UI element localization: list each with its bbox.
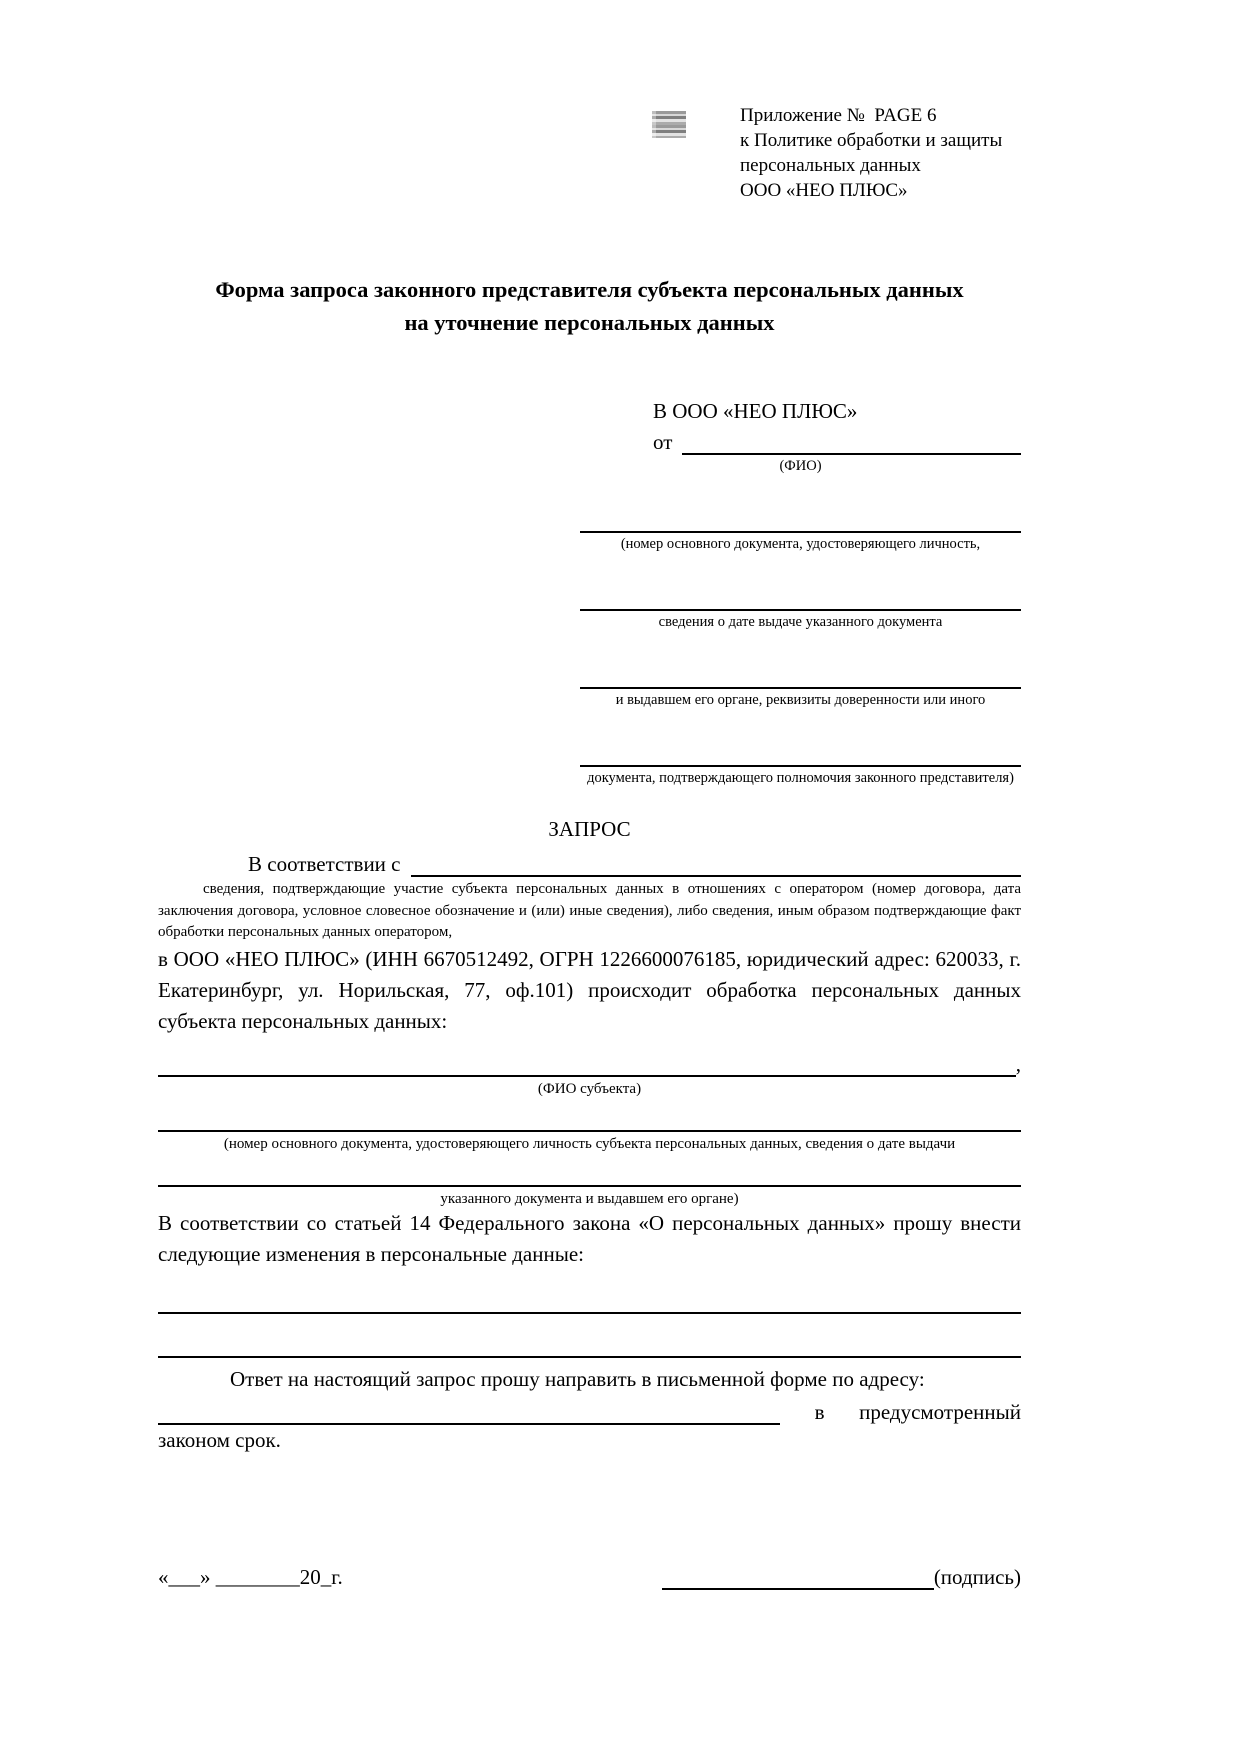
- policy-line-1: к Политике обработки и защиты: [740, 130, 1003, 151]
- signature-caption: (подпись): [933, 1564, 1021, 1589]
- issuing-authority-field[interactable]: [580, 657, 1021, 689]
- embedded-object-icon: [652, 111, 686, 138]
- response-tail: законом срок.: [158, 1427, 281, 1452]
- policy-line-2: персональных данных: [740, 155, 921, 176]
- authority-confirmation-field[interactable]: [580, 735, 1021, 767]
- article14-paragraph: В соответствии со статьей 14 Федерального закона «О персональных данных» прошу внести следующие изменения в персональные данные:: [158, 1210, 1021, 1266]
- operator-paragraph: в ООО «НЕО ПЛЮС» (ИНН 6670512492, ОГРН 1226600076185, юридический адрес: 620033, г. Екатеринбург, ул. Норильская, 77, оф.101) происходит обработка персональных данных субъекта персональных данных:: [158, 946, 1021, 1033]
- response-in: в: [814, 1399, 825, 1424]
- subject-fio-caption: (ФИО субъекта): [537, 1080, 642, 1097]
- addressee-block: [580, 399, 1021, 787]
- document-caption-2: сведения о дате выдаче указанного документа: [658, 614, 943, 630]
- from-label: от: [653, 430, 673, 454]
- response-address-field[interactable]: [158, 1397, 780, 1425]
- footnote-paragraph: сведения, подтверждающие участие субъекта персональных данных в отношениях с оператором (номер договора, дата заключения договора, условное словесное обозначение и (или) иные сведения), либо сведения, иным образом подтверждающие факт обработки персональных данных оператором,: [158, 881, 1021, 940]
- appendix-number: Приложение № PAGE 6: [740, 105, 937, 126]
- document-caption-4: документа, подтверждающего полномочия законного представителя): [587, 770, 1014, 786]
- fio-caption: (ФИО): [779, 458, 822, 474]
- subject-doc-caption-2: указанного документа и выдавшем его органе): [440, 1190, 739, 1207]
- signature-field[interactable]: [662, 1564, 934, 1590]
- signature-group: [662, 1564, 1021, 1590]
- from-row: [580, 429, 1021, 455]
- response-word: предусмотренный: [859, 1399, 1021, 1424]
- representative-document-field[interactable]: [580, 501, 1021, 533]
- subject-doc-caption-1: (номер основного документа, удостоверяющего личность субъекта персональных данных, сведения о дате выдачи: [223, 1135, 956, 1152]
- intro-row: [158, 851, 1021, 877]
- subject-name-row: [158, 1051, 1021, 1077]
- intro-lead: В соответствии с: [248, 852, 401, 876]
- subject-name-field[interactable]: [158, 1051, 1016, 1077]
- response-address-row: [158, 1397, 1021, 1425]
- response-line: Ответ на настоящий запрос прошу направить в письменной форме по адресу:: [230, 1366, 925, 1391]
- form-title-line-2: на уточнение персональных данных: [404, 310, 775, 335]
- document-header: [158, 103, 1021, 207]
- changes-field-1[interactable]: [158, 1270, 1021, 1314]
- addressee-company: В ООО «НЕО ПЛЮС»: [653, 399, 858, 423]
- subject-document-field[interactable]: [158, 1098, 1021, 1132]
- subject-comma: ,: [1015, 1051, 1021, 1076]
- changes-field-2[interactable]: [158, 1314, 1021, 1358]
- document-caption-1: (номер основного документа, удостоверяющего личность,: [620, 536, 981, 552]
- company-name: ООО «НЕО ПЛЮС»: [740, 180, 908, 201]
- request-heading: ЗАПРОС: [548, 817, 631, 841]
- representative-name-field[interactable]: [682, 429, 1021, 455]
- form-title-line-1: Форма запроса законного представителя субъекта персональных данных: [215, 277, 964, 302]
- appendix-block: [740, 103, 1002, 203]
- basis-field[interactable]: [411, 851, 1022, 877]
- date-line: «___» ________20_г.: [158, 1564, 343, 1589]
- signature-row: [158, 1564, 1021, 1590]
- form-title: [158, 273, 1021, 339]
- subject-document-issuer-field[interactable]: [158, 1153, 1021, 1187]
- document-issue-date-field[interactable]: [580, 579, 1021, 611]
- document-caption-3: и выдавшем его органе, реквизиты доверенности или иного: [615, 692, 986, 708]
